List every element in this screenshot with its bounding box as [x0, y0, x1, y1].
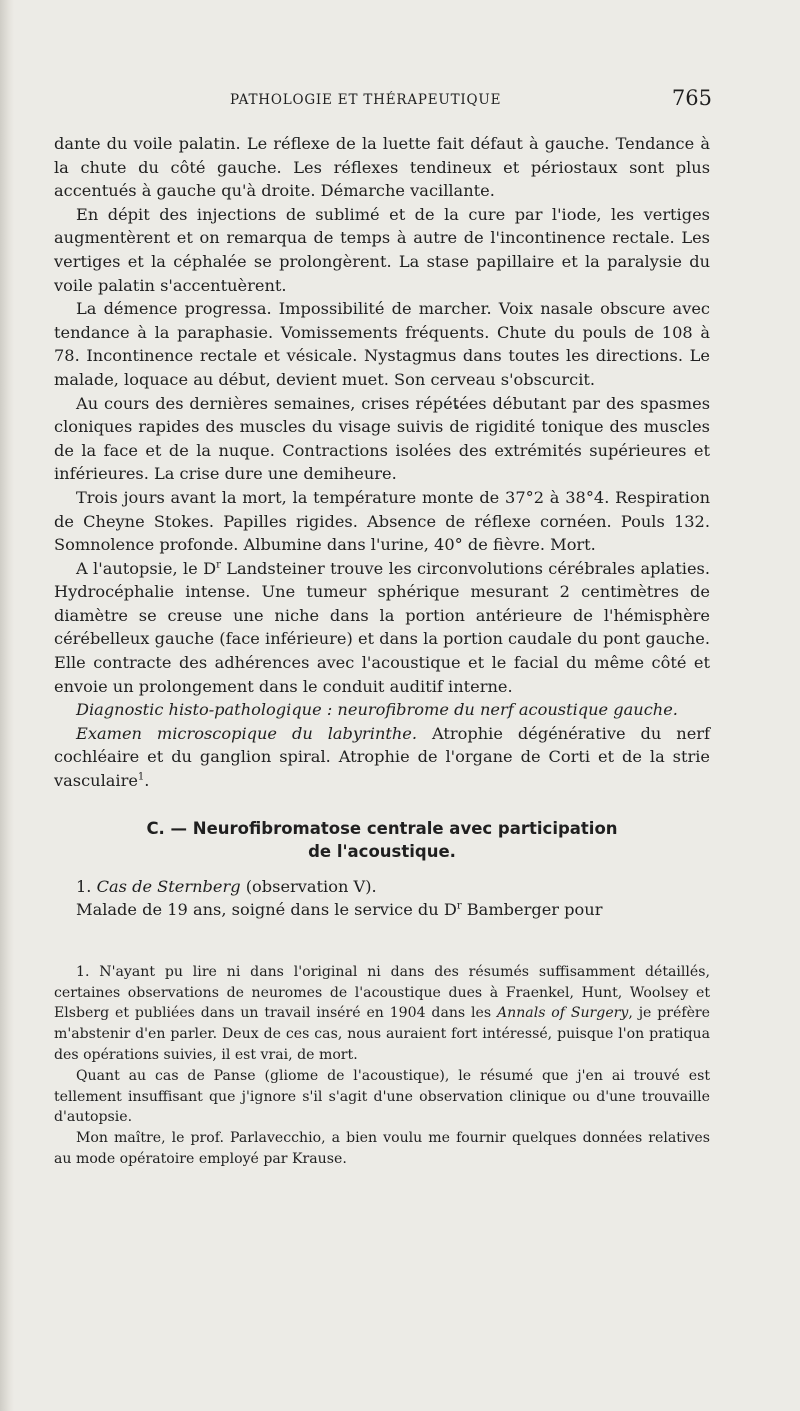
paragraph: Au cours des dernières semaines, crises répétées débutant par des spasmes cloniques rapides des muscles du visage suivis de rigidité tonique des muscles de la face et de la nuque. Contractions isolées des extrémités supérieures et inférieures. La crise dure une demiheure.: [54, 393, 710, 484]
italic-run: Examen microscopique du labyrinthe.: [76, 723, 418, 743]
text-run: A l'autopsie, le D: [76, 558, 217, 578]
page-number: 765: [671, 86, 712, 110]
running-title: PATHOLOGIE ET THÉRAPEUTIQUE: [230, 92, 502, 108]
paragraph: dante du voile palatin. Le réflexe de la luette fait défaut à gauche. Tendance à la chute du côté gauche. Les réflexes tendineux et périostaux sont plus accentués à gauche qu'à droite. Démarche vacillante.: [54, 134, 710, 201]
paragraph: [54, 722, 710, 793]
case-heading: [54, 875, 710, 899]
text-run: Atrophie dégénérative du nerf cochléaire et du ganglion spiral. Atrophie de l'organe de Corti et de la strie vasculaire: [54, 723, 711, 791]
page-gutter-shadow: [0, 0, 14, 1411]
text-run: .: [144, 771, 150, 791]
paragraph: [54, 898, 710, 922]
section-heading: [54, 817, 710, 863]
text-run: Landsteiner trouve les circonvolutions cérébrales aplaties. Hydrocéphalie intense. Une tumeur sphérique mesurant 2 centimètres de diamètre se creuse une niche dans la portion antérieure de l'hémisphère cérébelleux gauche (face inférieure) et dans la portion caudale du pont gauche. Elle contracte des adhérences avec l'acoustique et le facial du même côté et envoie un prolongement dans le conduit auditif interne.: [54, 558, 710, 696]
superscript: r: [216, 559, 221, 571]
footnote: Mon maître, le prof. Parlavecchio, a bien voulu me fournir quelques données relatives au mode opératoire employé par Krause.: [54, 1130, 710, 1167]
superscript: r: [456, 900, 462, 912]
text-run: Bamberger pour: [461, 900, 603, 920]
page-header: [54, 84, 710, 118]
footnote-ref: 1: [137, 771, 145, 783]
body-text: [54, 132, 710, 922]
italic-run: Annals of Surgery: [496, 1005, 629, 1022]
paragraph: La démence progressa. Impossibilité de marcher. Voix nasale obscure avec tendance à la paraphasie. Vomissements fréquents. Chute du pouls de 108 à 78. Incontinence rectale et vésicale. Nystagmus dans toutes les directions. Le malade, loquace au début, devient muet. Son cerveau s'obscurcit.: [54, 299, 710, 389]
text-run: 1. N'ayant pu lire ni dans l'original ni dans des résumés suffisamment détaillés, certaines observations de neuromes de l'acoustique dues à Fraenkel, Hunt, Woolsey et Elsberg et publiées dans un travail inséré en 1904 dans les: [54, 963, 710, 1022]
text-run: , je préfère m'abstenir d'en parler. Deux de ces cas, nous auraient fort intéressé, puisque l'on pratiqua des opérations suivies, il est vrai, de mort.: [54, 1005, 710, 1063]
paragraph: [54, 557, 710, 699]
section-heading-line: de l'acoustique.: [308, 841, 456, 861]
text-run: (observation V).: [240, 876, 377, 896]
text-run: Malade de 19 ans, soigné dans le service du D: [76, 900, 457, 920]
footnotes: [54, 962, 710, 1170]
footnote: Quant au cas de Panse (gliome de l'acoustique), le résumé que j'en ai trouvé est tellement insuffisant que j'ignore s'il s'agit d'une observation clinique ou d'une trouvaille d'autopsie.: [54, 1067, 710, 1126]
diagnosis-paragraph: Diagnostic histo-pathologique : neurofibrome du nerf acoustique gauche.: [76, 700, 678, 720]
section-heading-line: C. — Neurofibromatose centrale avec participation: [146, 818, 618, 838]
book-page: [54, 84, 710, 1170]
footnote: [54, 962, 710, 1066]
text-run: 1.: [76, 876, 97, 896]
paragraph: En dépit des injections de sublimé et de la cure par l'iode, les vertiges augmentèrent et on remarqua de temps à autre de l'incontinence rectale. Les vertiges et la céphalée se prolongèrent. La stase papillaire et la paralysie du voile palatin s'accentuèrent.: [54, 204, 710, 295]
paragraph: Trois jours avant la mort, la température monte de 37°2 à 38°4. Respiration de Cheyne Stokes. Papilles rigides. Absence de réflexe cornéen. Pouls 132. Somnolence profonde. Albumine dans l'urine, 40° de fièvre. Mort.: [54, 487, 710, 555]
case-title: Cas de Sternberg: [96, 876, 241, 896]
